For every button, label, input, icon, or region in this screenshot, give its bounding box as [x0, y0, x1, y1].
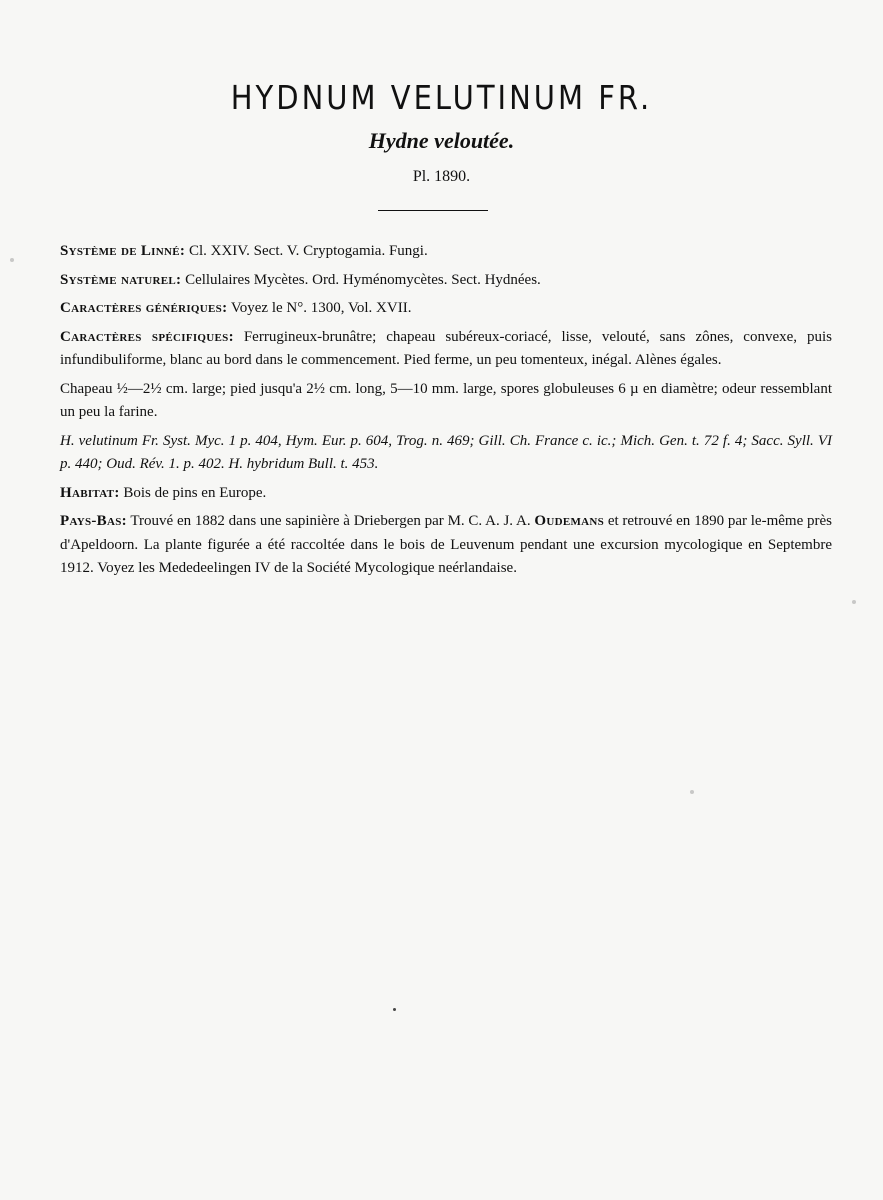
section-paysbas — [60, 510, 832, 581]
section-text: H. velutinum Fr. Syst. Myc. 1 p. 404, Hym. Eur. p. 604, Trog. n. 469; Gill. Ch. France c. ic.; Mich. Gen. t. 72 f. 4; Sacc. Syll. VI p. 440; Oud. Rév. 1. p. 402. H. hybridum Bull. t. 453. — [60, 432, 832, 472]
author-name: Oudemans — [534, 513, 605, 529]
section-specifiques — [60, 326, 832, 373]
section-text: Ferrugineux-brunâtre; chapeau subéreux-coriacé, lisse, velouté, sans zônes, convexe, puis infundibuliforme, blanc au bord dans le commencement. Pied ferme, un peu tomenteux, inégal. Alènes égales. — [60, 328, 832, 368]
plate-number: Pl. 1890. — [412, 168, 471, 185]
section-label: Système naturel: — [60, 271, 182, 288]
section-label: Système de Linné: — [60, 243, 186, 259]
section-text: et retrouvé en 1890 par le-même près d'Apeldoorn. La plante figurée a été raccoltée dans le bois de Leuvenum pendant une excursion mycologique en Septembre 1912. Voyez les Mededeelingen IV de la Société Mycologique neérlandaise. — [60, 513, 832, 576]
page-subtitle: Hydne veloutée. — [368, 128, 515, 153]
section-linne — [60, 240, 832, 264]
description-body — [60, 240, 832, 586]
section-text: Bois de pins en Europe. — [119, 484, 267, 501]
section-generiques — [60, 297, 832, 321]
section-text: Chapeau ½—2½ cm. large; pied jusqu'a 2½ cm. long, 5—10 mm. large, spores globuleuses 6 µ en diamètre; odeur ressemblant un peu la farine. — [60, 380, 832, 420]
section-text: Cellulaires Mycètes. Ord. Hyménomycètes. Sect. Hydnées. — [181, 271, 541, 288]
section-dimensions — [60, 378, 832, 425]
section-text: Voyez le N°. 1300, Vol. XVII. — [227, 300, 412, 316]
page-title: HYDNUM VELUTINUM FR. — [230, 78, 653, 118]
paper-speck — [852, 600, 856, 604]
section-label: Caractères spécifiques: — [60, 328, 234, 345]
paper-speck — [10, 258, 14, 262]
paper-speck — [393, 1008, 396, 1011]
section-naturel — [60, 269, 832, 293]
section-text: Trouvé en 1882 dans une sapinière à Driebergen par M. C. A. J. A. — [126, 513, 535, 529]
section-text: Cl. XXIV. Sect. V. Cryptogamia. Fungi. — [185, 243, 428, 259]
section-label: Habitat: — [60, 484, 120, 501]
title-divider — [378, 210, 488, 211]
section-label: Caractères génériques: — [60, 300, 228, 316]
section-references — [60, 430, 832, 477]
section-habitat — [60, 482, 832, 506]
section-label: Pays-Bas: — [60, 513, 127, 529]
paper-speck — [690, 790, 694, 794]
